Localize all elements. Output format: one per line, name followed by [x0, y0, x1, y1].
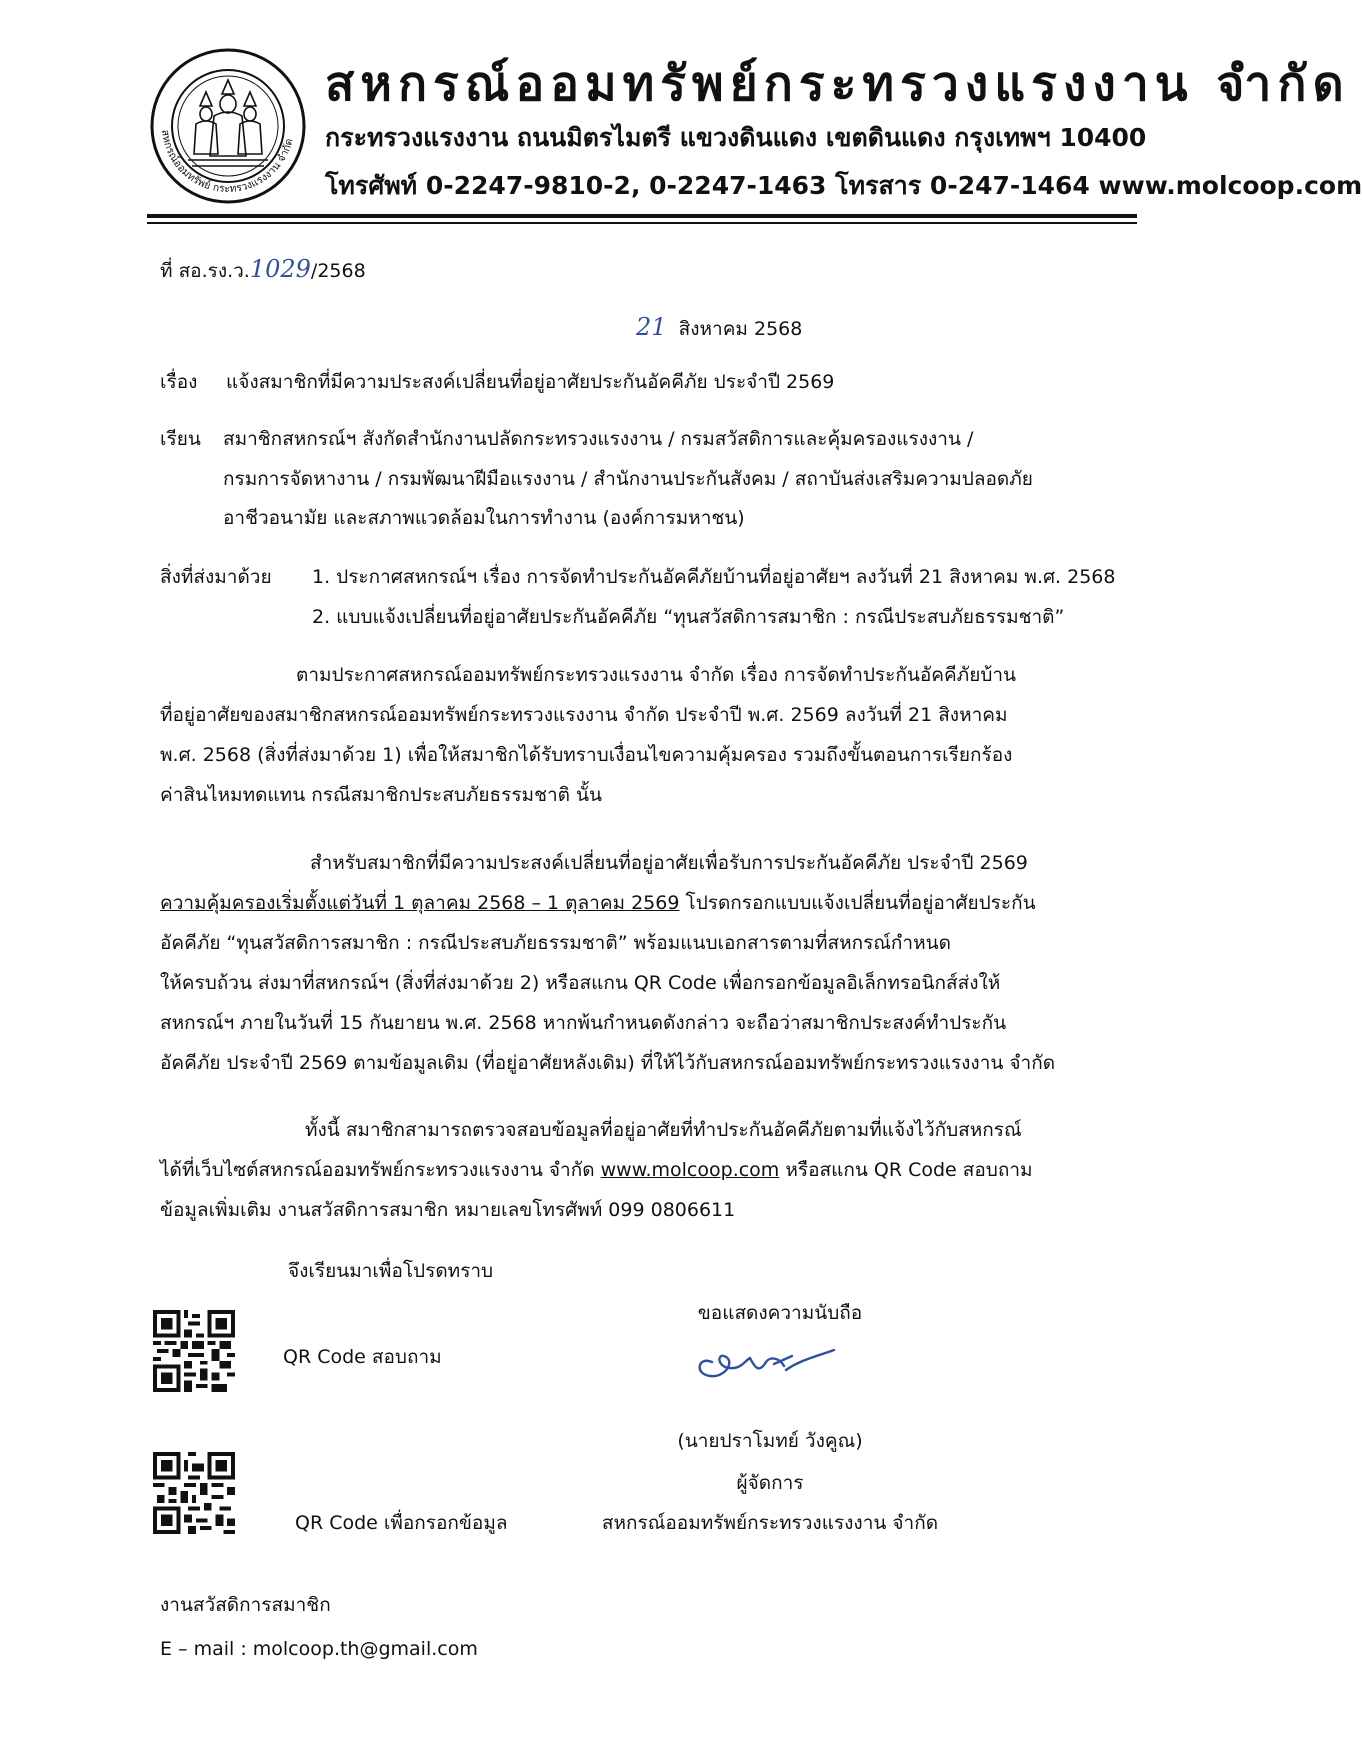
org-name-heading: สหกรณ์ออมทรัพย์กระทรวงแรงงาน จำกัด: [325, 56, 1350, 112]
header-rule-thin: [147, 222, 1137, 224]
paragraph-1-line: ที่อยู่อาศัยของสมาชิกสหกรณ์ออมทรัพย์กระทรวงแรงงาน จำกัด ประจำปี พ.ศ. 2569 ลงวันที่ 21 สิงหาคม: [160, 704, 1008, 726]
subject-text: แจ้งสมาชิกที่มีความประสงค์เปลี่ยนที่อยู่อาศัยประกันอัคคีภัย ประจำปี 2569: [226, 371, 835, 393]
date-month-year: สิงหาคม 2568: [678, 318, 803, 340]
paragraph-1-line: ค่าสินไหมทดแทน กรณีสมาชิกประสบภัยธรรมชาติ นั้น: [160, 784, 602, 806]
enclosures-label: สิ่งที่ส่งมาด้วย: [160, 566, 272, 588]
closing-line: จึงเรียนมาเพื่อโปรดทราบ: [288, 1260, 494, 1282]
paragraph-3-text: ได้ที่เว็บไซต์สหกรณ์ออมทรัพย์กระทรวงแรงงาน จำกัด: [160, 1159, 601, 1181]
reference-handwritten-number: 1029: [249, 255, 311, 283]
reference-suffix: /2568: [310, 260, 366, 282]
enclosure-item: 2. แบบแจ้งเปลี่ยนที่อยู่อาศัยประกันอัคคีภัย “ทุนสวัสดิการสมาชิก : กรณีประสบภัยธรรมชาติ”: [312, 606, 1065, 628]
paragraph-2-line: สำหรับสมาชิกที่มีความประสงค์เปลี่ยนที่อยู่อาศัยเพื่อรับการประกันอัคคีภัย ประจำปี 2569: [310, 852, 1028, 874]
enclosure-item: 1. ประกาศสหกรณ์ฯ เรื่อง การจัดทำประกันอัคคีภัยบ้านที่อยู่อาศัยฯ ลงวันที่ 21 สิงหาคม พ.ศ. 2568: [312, 566, 1116, 588]
signatory-organization: สหกรณ์ออมทรัพย์กระทรวงแรงงาน จำกัด: [601, 1512, 939, 1534]
subject-label: เรื่อง: [160, 371, 198, 393]
paragraph-3-line: [160, 1155, 1033, 1186]
signatory-name: (นายปราโมทย์ วังคูณ): [677, 1430, 863, 1452]
paragraph-2-line: ให้ครบถ้วน ส่งมาที่สหกรณ์ฯ (สิ่งที่ส่งมาด้วย 2) หรือสแกน QR Code เพื่อกรอกข้อมูลอิเล็กทรอนิกส์ส่งให้: [160, 972, 1001, 994]
paragraph-2-line: อัคคีภัย ประจำปี 2569 ตามข้อมูลเดิม (ที่อยู่อาศัยหลังเดิม) ที่ให้ไว้กับสหกรณ์ออมทรัพย์กระทรวงแรงงาน จำกัด: [160, 1052, 1056, 1074]
paragraph-3-line: ข้อมูลเพิ่มเติม งานสวัสดิการสมาชิก หมายเลขโทรศัพท์ 099 0806611: [160, 1199, 736, 1221]
paragraph-3-text: หรือสแกน QR Code สอบถาม: [779, 1159, 1033, 1181]
document-date: [636, 312, 802, 345]
qr-code-inquiry[interactable]: [153, 1310, 235, 1396]
website-link[interactable]: www.molcoop.com: [600, 1159, 780, 1181]
paragraph-1-line: พ.ศ. 2568 (สิ่งที่ส่งมาด้วย 1) เพื่อให้สมาชิกได้รับทราบเงื่อนไขความคุ้มครอง รวมถึงขั้นตอนการเรียกร้อง: [160, 744, 1013, 766]
paragraph-1-line: ตามประกาศสหกรณ์ออมทรัพย์กระทรวงแรงงาน จำกัด เรื่อง การจัดทำประกันอัคคีภัยบ้าน: [296, 664, 1017, 686]
qr-code-data-entry[interactable]: [153, 1452, 235, 1538]
org-address: กระทรวงแรงงาน ถนนมิตรไมตรี แขวงดินแดง เขตดินแดง กรุงเทพฯ 10400: [325, 123, 1147, 152]
org-contact: โทรศัพท์ 0-2247-9810-2, 0-2247-1463 โทรสาร 0-247-1464 www.molcoop.com: [325, 171, 1362, 200]
signatory-position: ผู้จัดการ: [736, 1472, 804, 1494]
header-rule-thick: [147, 214, 1137, 218]
coverage-period: ความคุ้มครองเริ่มตั้งแต่วันที่ 1 ตุลาคม 2568 – 1 ตุลาคม 2569: [160, 892, 680, 914]
to-line: สมาชิกสหกรณ์ฯ สังกัดสำนักงานปลัดกระทรวงแรงงาน / กรมสวัสดิการและคุ้มครองแรงงาน /: [223, 428, 974, 450]
regards-line: ขอแสดงความนับถือ: [697, 1302, 863, 1324]
date-handwritten-day: 21: [636, 313, 667, 341]
to-line: อาชีวอนามัย และสภาพแวดล้อมในการทำงาน (องค์การมหาชน): [223, 507, 745, 529]
paragraph-2-line: [160, 888, 1036, 919]
footer-department: งานสวัสดิการสมาชิก: [160, 1594, 331, 1616]
handwritten-signature: [690, 1336, 840, 1392]
paragraph-2-line: สหกรณ์ฯ ภายในวันที่ 15 กันยายน พ.ศ. 2568 หากพ้นกำหนดดังกล่าว จะถือว่าสมาชิกประสงค์ทำประกัน: [160, 1012, 1007, 1034]
qr-data-entry-label: QR Code เพื่อกรอกข้อมูล: [295, 1512, 508, 1534]
qr-inquiry-label: QR Code สอบถาม: [283, 1346, 442, 1368]
footer-email: E – mail : molcoop.th@gmail.com: [160, 1638, 478, 1660]
cooperative-seal-logo: [148, 46, 308, 206]
seal-text: สหกรณ์ออมทรัพย์ กระทรวงแรงงาน จำกัด: [159, 129, 296, 196]
to-line: กรมการจัดหางาน / กรมพัฒนาฝีมือแรงงาน / สำนักงานประกันสังคม / สถาบันส่งเสริมความปลอดภัย: [223, 468, 1033, 490]
reference-number: [160, 254, 366, 287]
to-label: เรียน: [160, 428, 201, 450]
paragraph-2-line: อัคคีภัย “ทุนสวัสดิการสมาชิก : กรณีประสบภัยธรรมชาติ” พร้อมแนบเอกสารตามที่สหกรณ์กำหนด: [160, 932, 951, 954]
reference-prefix: ที่ สอ.รง.ว.: [160, 260, 250, 282]
paragraph-3-line: ทั้งนี้ สมาชิกสามารถตรวจสอบข้อมูลที่อยู่อาศัยที่ทำประกันอัคคีภัยตามที่แจ้งไว้กับสหกรณ์: [305, 1119, 1022, 1141]
paragraph-2-text: โปรดกรอกแบบแจ้งเปลี่ยนที่อยู่อาศัยประกัน: [679, 892, 1036, 914]
